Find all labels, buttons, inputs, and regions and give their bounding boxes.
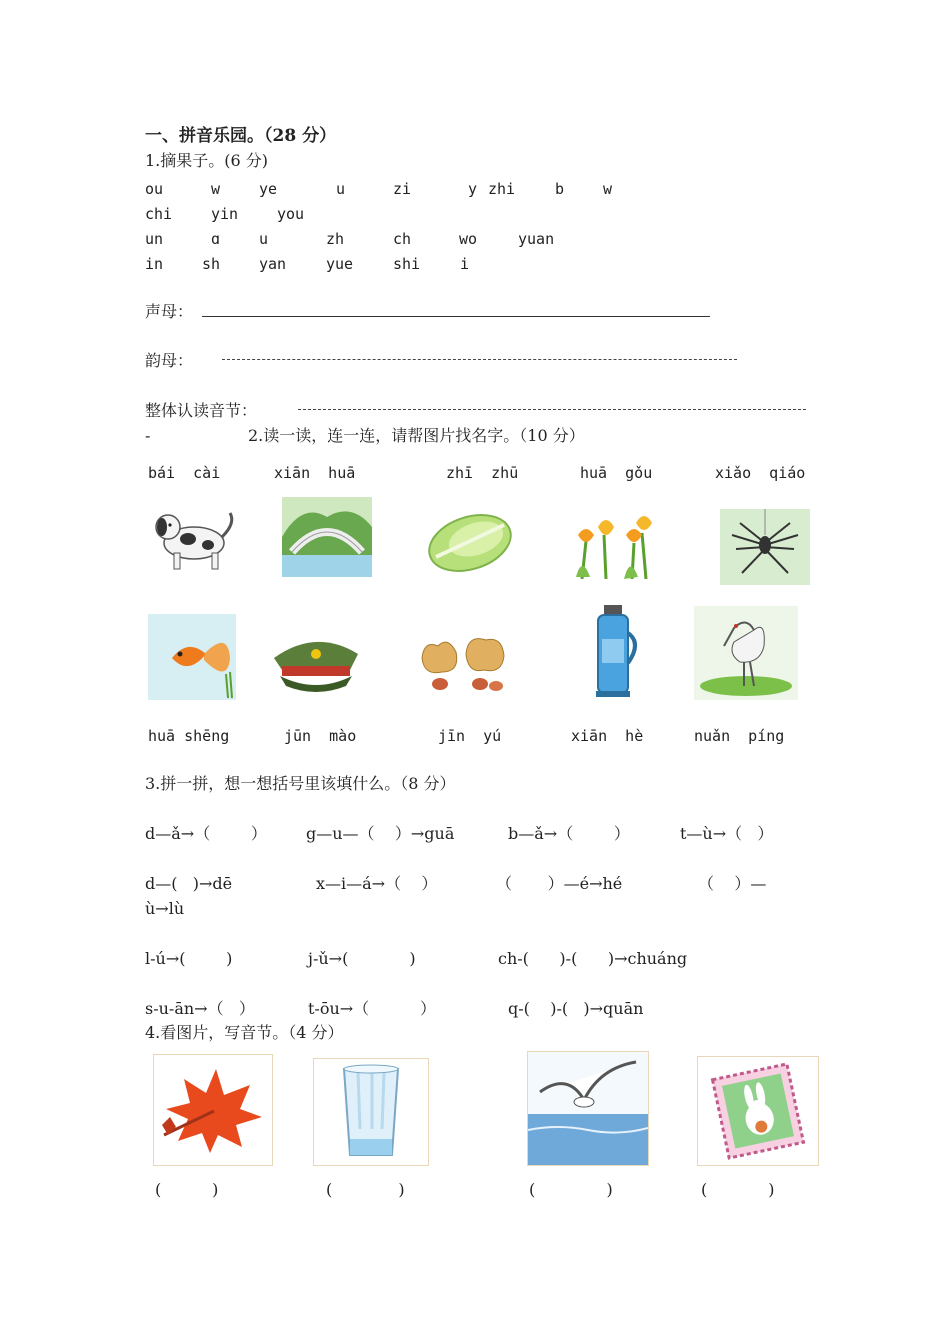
pinyin-item: un bbox=[145, 230, 164, 248]
spider-picture bbox=[720, 509, 810, 585]
maple-leaf-picture bbox=[153, 1054, 273, 1166]
pinyin-item: w bbox=[211, 180, 221, 198]
pinyin-item: zh bbox=[326, 230, 345, 248]
zhengti-answer-line[interactable] bbox=[298, 409, 806, 410]
spelling-exercise[interactable]: d—ǎ→（ ） bbox=[145, 824, 267, 843]
pinyin-word: huā gǒu bbox=[580, 464, 653, 482]
question-2-title: 2.读一读，连一连，请帮图片找名字。（10 分） bbox=[248, 426, 585, 445]
thermos-bottle-picture bbox=[584, 603, 642, 699]
spelling-exercise[interactable]: b—ǎ→（ ） bbox=[508, 824, 630, 843]
pinyin-item: ye bbox=[259, 180, 278, 198]
answer-blank[interactable]: ( ) bbox=[529, 1180, 613, 1199]
pinyin-word: jīn yú bbox=[438, 727, 502, 745]
spelling-exercise[interactable]: q-( )-( )→quān bbox=[508, 999, 644, 1018]
pinyin-item: yan bbox=[259, 255, 287, 273]
peanuts-picture bbox=[414, 628, 510, 694]
spelling-exercise[interactable]: g—u—（ ）→guā bbox=[306, 824, 455, 843]
zhengti-label: 整体认读音节： bbox=[145, 401, 258, 420]
pinyin-item: sh bbox=[202, 255, 221, 273]
pinyin-item: ou bbox=[145, 180, 164, 198]
pinyin-item: u bbox=[259, 230, 269, 248]
question-4-title: 4.看图片，写音节。（4 分） bbox=[145, 1023, 344, 1042]
pinyin-item: yue bbox=[326, 255, 354, 273]
pinyin-item: yuan bbox=[518, 230, 555, 248]
pinyin-item: y bbox=[468, 180, 478, 198]
small-bridge-picture bbox=[282, 497, 372, 577]
pinyin-item: chi bbox=[145, 205, 173, 223]
pinyin-item: zhi bbox=[488, 180, 516, 198]
spelling-exercise[interactable]: t-ōu→（ ） bbox=[308, 999, 437, 1018]
pinyin-item: b bbox=[555, 180, 565, 198]
spelling-exercise[interactable]: x—i—á→（ ） bbox=[316, 874, 438, 893]
yunmu-answer-line[interactable] bbox=[222, 359, 737, 360]
pinyin-item: ch bbox=[393, 230, 412, 248]
spelling-exercise[interactable]: （ ）—é→hé bbox=[496, 874, 623, 893]
cabbage-picture bbox=[424, 505, 514, 579]
goldfish-picture bbox=[148, 614, 236, 700]
pinyin-item: yin bbox=[211, 205, 239, 223]
water-glass-picture bbox=[313, 1058, 429, 1166]
tulip-flowers-picture bbox=[572, 505, 658, 579]
spelling-exercise[interactable]: s-u-ān→（ ） bbox=[145, 999, 255, 1018]
pinyin-word: huā shēng bbox=[148, 727, 230, 745]
pinyin-item: u bbox=[336, 180, 346, 198]
pinyin-item: in bbox=[145, 255, 164, 273]
military-cap-picture bbox=[266, 628, 366, 694]
pinyin-item: zi bbox=[393, 180, 412, 198]
dash-continuation: - bbox=[145, 426, 151, 445]
pinyin-item: wo bbox=[459, 230, 478, 248]
answer-blank[interactable]: ( ) bbox=[155, 1180, 219, 1199]
pinyin-word: jūn mào bbox=[284, 727, 357, 745]
pinyin-item: shi bbox=[393, 255, 421, 273]
spelling-exercise[interactable]: t—ù→（ ） bbox=[680, 824, 774, 843]
rabbit-stamp-picture bbox=[697, 1056, 819, 1166]
spelling-exercise[interactable]: j-ǔ→( ) bbox=[308, 949, 416, 968]
spelling-exercise[interactable]: l-ú→( ) bbox=[145, 949, 233, 968]
section-title: 一、拼音乐园。（28 分） bbox=[145, 126, 337, 146]
shengmu-answer-line[interactable] bbox=[202, 316, 710, 317]
pinyin-item: ɑ bbox=[211, 230, 221, 248]
pinyin-word: nuǎn píng bbox=[694, 727, 785, 745]
question-3-title: 3.拼一拼，想一想括号里该填什么。（8 分） bbox=[145, 774, 456, 793]
answer-blank[interactable]: ( ) bbox=[701, 1180, 775, 1199]
pinyin-word: zhī zhū bbox=[446, 464, 519, 482]
spelling-exercise[interactable]: d—( )→dē bbox=[145, 874, 233, 893]
pinyin-item: w bbox=[603, 180, 613, 198]
yunmu-label: 韵母： bbox=[145, 351, 194, 370]
pinyin-word: xiān hè bbox=[571, 727, 644, 745]
spelling-exercise[interactable]: （ ）— bbox=[698, 874, 767, 893]
pinyin-word: bái cài bbox=[148, 464, 221, 482]
shengmu-label: 声母： bbox=[145, 302, 194, 321]
spelling-exercise-continuation: ù→lù bbox=[145, 899, 185, 918]
question-1-title: 1.摘果子。(6 分) bbox=[145, 151, 269, 170]
answer-blank[interactable]: ( ) bbox=[326, 1180, 405, 1199]
pinyin-word: xiān huā bbox=[274, 464, 356, 482]
pinyin-item: i bbox=[460, 255, 470, 273]
pinyin-item: you bbox=[277, 205, 305, 223]
spelling-exercise[interactable]: ch-( )-( )→chuáng bbox=[498, 949, 688, 968]
seagull-picture bbox=[527, 1051, 649, 1166]
spotted-dog-picture bbox=[148, 497, 240, 579]
pinyin-word: xiǎo qiáo bbox=[715, 464, 806, 482]
crane-bird-picture bbox=[694, 606, 798, 700]
